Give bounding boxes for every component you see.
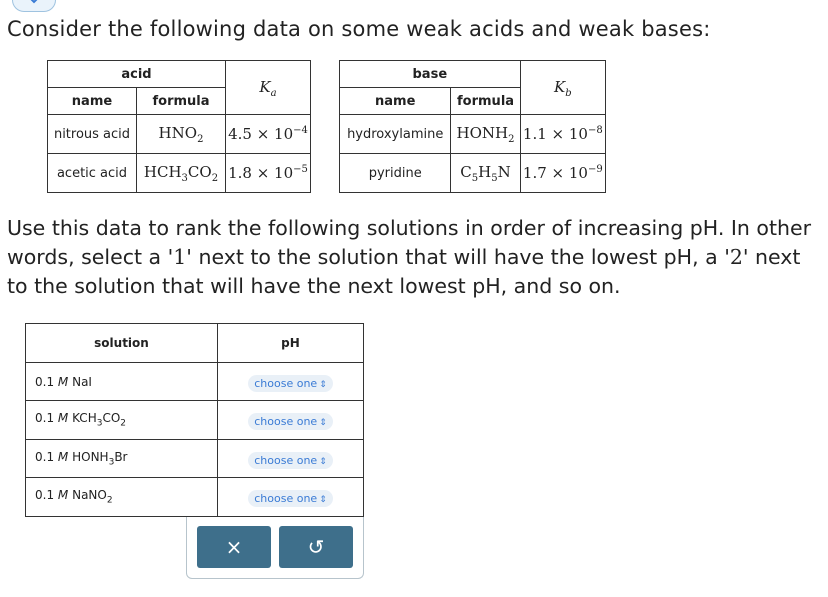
base-group-header: base: [340, 61, 521, 88]
base-name: pyridine: [340, 154, 451, 193]
acid-formula: $HNO_2$: [137, 115, 226, 154]
table-row: [26, 478, 364, 517]
ph-header: pH: [218, 324, 364, 363]
acid-formula-header: formula: [137, 88, 226, 115]
clear-button[interactable]: [197, 526, 271, 568]
up-down-arrows-icon: ⇕: [319, 456, 327, 467]
base-table: [339, 60, 606, 193]
up-down-arrows-icon: ⇕: [319, 379, 327, 390]
solution-table: [25, 323, 364, 517]
solution-name: 0.1 M NaNO$_2$: [26, 478, 218, 517]
acid-formula: $HCH_3CO_2$: [137, 154, 226, 193]
ka-header: $K_a$: [226, 61, 311, 115]
instructions-text: Use this data to rank the following solutions in order of increasing pH. In other words, select a '1' next to the solution that will have the lowest pH, a '2' next to the solution that will have the next lowest pH, and so on.: [7, 216, 812, 298]
table-row: [48, 154, 311, 193]
base-formula: $HONH_2$: [451, 115, 520, 154]
table-row: [26, 363, 364, 401]
chevron-down-icon: [26, 0, 42, 4]
solution-name: 0.1 M $KCH_3CO_2$: [26, 401, 218, 440]
kb-header: $K_b$: [520, 61, 605, 115]
base-formula: $C_5H_5N$: [451, 154, 520, 193]
close-icon: ×: [225, 535, 243, 559]
acid-table: [47, 60, 311, 193]
undo-button[interactable]: [279, 526, 353, 568]
acid-name-header: name: [48, 88, 137, 115]
ka-value: $4.5 \times 10^{-4}$: [226, 115, 311, 154]
solution-name: 0.1 M $HONH_3Br$: [26, 440, 218, 478]
base-name-header: name: [340, 88, 451, 115]
prompt-text: Consider the following data on some weak acids and weak bases:: [7, 17, 711, 41]
ph-rank-select[interactable]: choose one ⇕: [248, 452, 333, 469]
table-row: [26, 440, 364, 478]
collapse-toggle[interactable]: [12, 0, 56, 12]
solution-name: 0.1 M NaI: [26, 363, 218, 401]
up-down-arrows-icon: ⇕: [319, 495, 327, 505]
kb-value: $1.7 \times 10^{-9}$: [520, 154, 605, 193]
up-down-arrows-icon: ⇕: [319, 418, 327, 428]
undo-icon: ↺: [307, 535, 325, 559]
acid-group-header: acid: [48, 61, 226, 88]
table-row: [26, 401, 364, 440]
kb-value: $1.1 \times 10^{-8}$: [520, 115, 605, 154]
ph-rank-select[interactable]: choose one ⇕: [248, 490, 333, 507]
ka-value: $1.8 \times 10^{-5}$: [226, 154, 311, 193]
solution-header: solution: [26, 324, 218, 363]
table-row: [340, 115, 606, 154]
base-formula-header: formula: [451, 88, 520, 115]
acid-name: nitrous acid: [48, 115, 137, 154]
ph-rank-select[interactable]: choose one ⇕: [248, 413, 333, 430]
table-row: [48, 115, 311, 154]
ph-rank-select[interactable]: choose one ⇕: [248, 375, 333, 392]
base-name: hydroxylamine: [340, 115, 451, 154]
table-row: [340, 154, 606, 193]
acid-name: acetic acid: [48, 154, 137, 193]
